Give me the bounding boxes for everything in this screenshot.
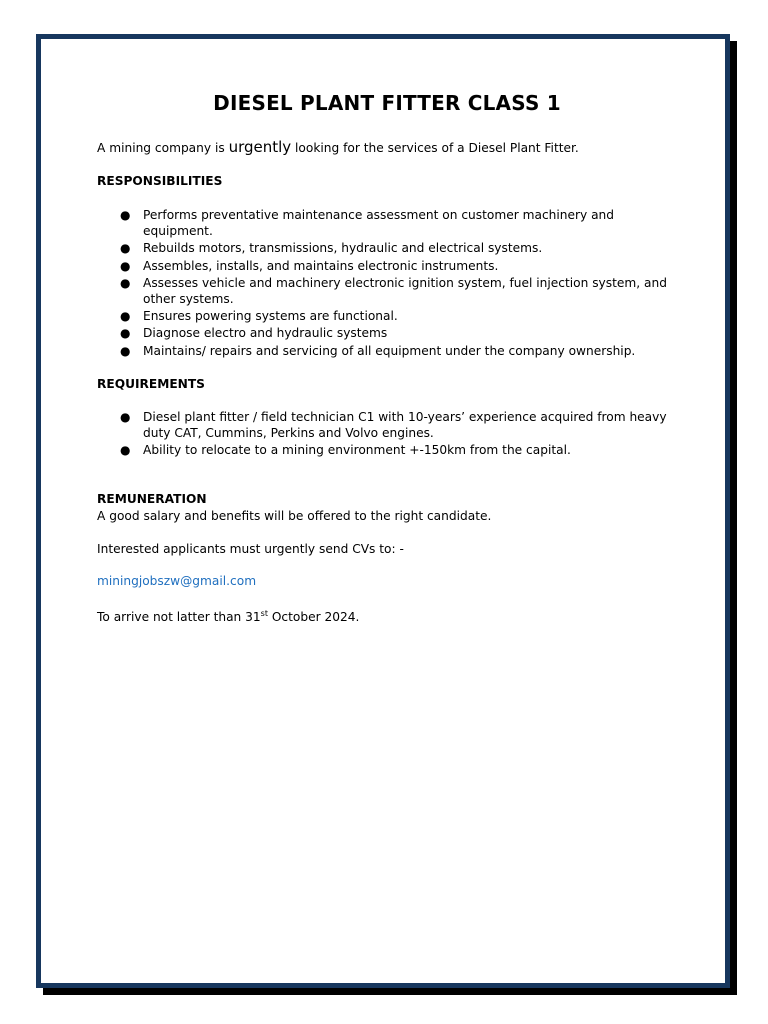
page-title: DIESEL PLANT FITTER CLASS 1 [213, 91, 561, 115]
responsibilities-list [97, 207, 677, 360]
bullet-icon: ● [120, 326, 131, 341]
apply-instructions: Interested applicants must urgently send CVs to: - [97, 542, 404, 556]
list-item [97, 258, 677, 274]
bullet-icon: ● [120, 443, 131, 458]
bullet-icon: ● [120, 275, 131, 290]
deadline-text [97, 606, 359, 625]
intro-text-after: looking for the services of a Diesel Plant Fitter. [291, 141, 579, 155]
list-item [97, 409, 677, 441]
document-page [36, 34, 730, 988]
remuneration-heading: REMUNERATION [97, 492, 207, 506]
list-item [97, 343, 677, 359]
list-item [97, 207, 677, 239]
list-item-text: Rebuilds motors, transmissions, hydraulic and electrical systems. [143, 241, 543, 256]
list-item-text: Ability to relocate to a mining environment +-150km from the capital. [143, 443, 571, 458]
list-item-text: Assembles, installs, and maintains electronic instruments. [143, 258, 499, 273]
deadline-after: October 2024. [267, 610, 360, 624]
list-item [97, 240, 677, 256]
bullet-icon: ● [120, 208, 131, 222]
list-item [97, 275, 677, 307]
responsibilities-heading: RESPONSIBILITIES [97, 174, 223, 188]
list-item-text: Assesses vehicle and machinery electronic ignition system, fuel injection system, and other systems. [143, 275, 667, 306]
list-item [97, 442, 677, 458]
requirements-heading: REQUIREMENTS [97, 377, 205, 391]
list-item-text: Diagnose electro and hydraulic systems [143, 326, 388, 341]
list-item-text: Ensures powering systems are functional. [143, 309, 398, 324]
list-item-text: Performs preventative maintenance assessment on customer machinery and equipment. [143, 208, 615, 238]
remuneration-text: A good salary and benefits will be offered to the right candidate. [97, 509, 492, 523]
deadline-before: To arrive not latter than 31 [97, 610, 261, 624]
list-item [97, 325, 677, 341]
list-item [97, 308, 677, 324]
ordinal-suffix: st [260, 609, 268, 618]
requirements-list [97, 409, 677, 460]
list-item-text: Maintains/ repairs and servicing of all equipment under the company ownership. [143, 343, 636, 358]
bullet-icon: ● [120, 241, 131, 256]
intro-emphasis: urgently [228, 138, 292, 156]
bullet-icon: ● [120, 343, 131, 358]
bullet-icon: ● [120, 410, 131, 424]
bullet-icon: ● [120, 309, 131, 324]
list-item-text: Diesel plant fitter / field technician C1 with 10-years’ experience acquired from heavy duty CAT, Cummins, Perkins and Volvo engines. [143, 410, 667, 440]
email-link[interactable]: miningjobszw@gmail.com [97, 574, 257, 588]
intro-paragraph [97, 139, 579, 156]
bullet-icon: ● [120, 258, 131, 273]
intro-text-before: A mining company is [97, 141, 229, 155]
